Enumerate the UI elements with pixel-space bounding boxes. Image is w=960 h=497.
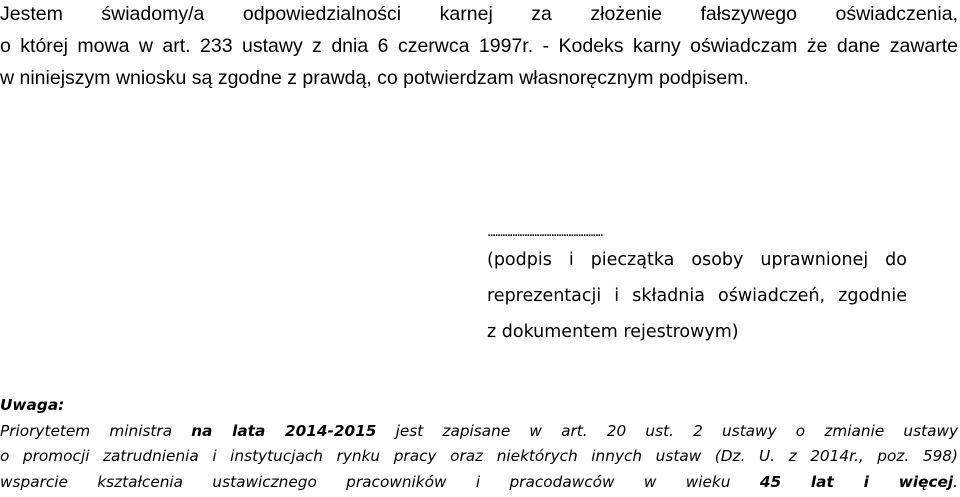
- note-line-3: [0, 470, 958, 496]
- signature-caption-line-2: reprezentacji i składnia oświadczeń, zgodnie: [487, 286, 907, 306]
- declaration-line-3: w niniejszym wniosku są zgodne z prawdą, co potwierdzam własnoręcznym podpisem.: [0, 67, 749, 89]
- note-line-1-bold: na lata 2014-2015: [191, 421, 377, 440]
- declaration-line-2: o której mowa w art. 233 ustawy z dnia 6 czerwca 1997r. - Kodeks karny oświadczam że dane zawarte: [0, 35, 958, 57]
- note-line-2: o promocji zatrudnienia i instytucjach rynku pracy oraz niektórych innych ustaw (Dz. U. z 2014r., poz. 598): [0, 447, 958, 465]
- signature-caption-line-3: z dokumentem rejestrowym): [487, 322, 739, 342]
- note-title: Uwaga:: [0, 396, 65, 414]
- declaration-paragraph: [0, 0, 958, 96]
- note-line-3-start: wsparcie kształcenia ustawicznego pracowników i pracodawców w wieku: [0, 472, 760, 491]
- note-line-3-bold: 45 lat i więcej: [759, 472, 954, 491]
- note-section: [0, 393, 958, 495]
- signature-block: [487, 222, 907, 350]
- signature-dotted-line: ...............................................: [487, 223, 602, 240]
- declaration-line-1: Jestem świadomy/a odpowiedzialności karnej za złożenie fałszywego oświadczenia,: [0, 3, 958, 25]
- note-line-1-end: jest zapisane w art. 20 ust. 2 ustawy o zmianie ustawy: [376, 421, 959, 440]
- note-line-3-end: .: [953, 472, 958, 491]
- note-line-1-start: Priorytetem ministra: [0, 421, 192, 440]
- note-line-1: [0, 419, 958, 445]
- signature-caption-line-1: (podpis i pieczątka osoby uprawnionej do: [487, 250, 907, 270]
